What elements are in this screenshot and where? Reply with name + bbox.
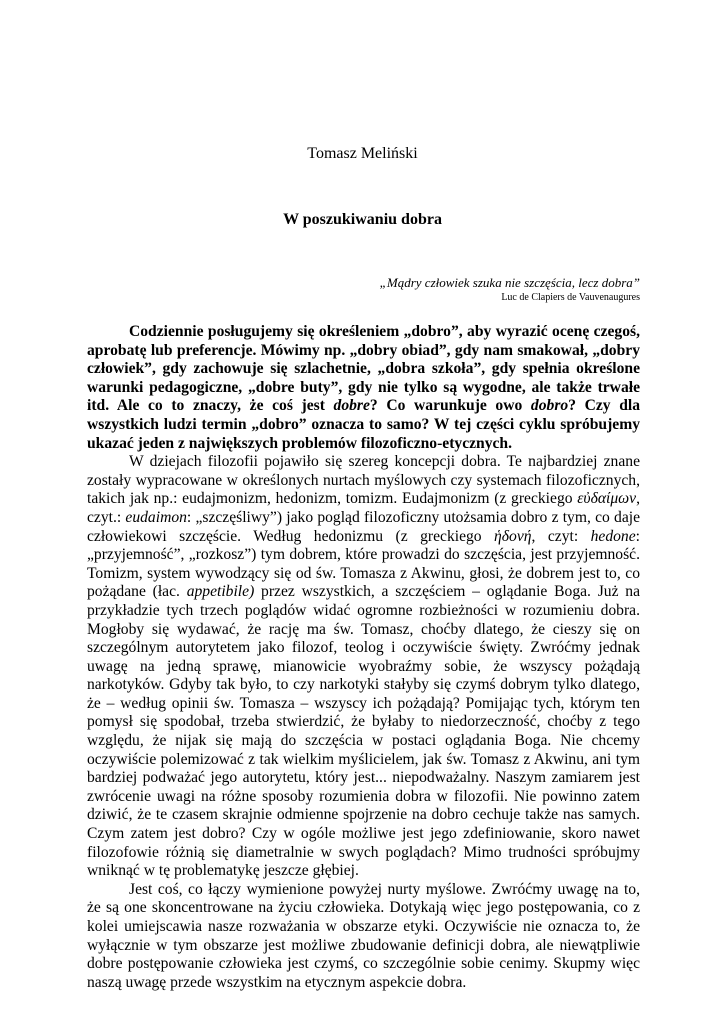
article-title: W poszukiwaniu dobra [283,211,442,228]
p2-term-appetibile: appetibile) [186,583,255,601]
intro-text-3: ? Czy dla wszystkich ludzi termin „dobro” oznacza to samo? W tej części cyklu spróbujemy ukazać jeden z największych problemów filozoficzno-etycznych. [87,397,641,452]
article-body [87,323,640,992]
p2-text-4: , czyt: [531,527,591,545]
p2-text-5: : „przyjemność”, „rozkosz”) tym dobrem, które prowadzi do szczęścia, jest przyjemność. Tomizm, system wywodzący się od św. Tomasza z Akwinu, głosi, że dobrem jest to, co pożądane (łac. [87,527,640,601]
p2-text-6: przez wszystkich, a szczęściem – oglądanie Boga. Już na przykładzie tych trzech poglądów widać ogromne rozbieżności w rozumieniu dobra. Mogłoby się wydawać, że rację ma św. Tomasz, choćby dlatego, że cieszy się on szczególnym autorytetem jako filozof, teolog i oczywiście święty. Zwróćmy jednak uwagę na jedną sprawę, mianowicie wyobraźmy sobie, że wszyscy pożądają narkotyków. Gdyby tak było, to czy narkotyki stałyby się czymś dobrym tylko dlatego, że – według opinii św. Tomasza – wszyscy ich pożądają? Pomijając tych, którym ten pomysł się spodobał, trzeba stwierdzić, że byłaby to niedorzeczność, choćby z tego względu, że nijak się mają do szczęścia w postaci oglądania Boga. Nie chcemy oczywiście polemizować z tak wielkim myślicielem, jak św. Tomasz z Akwinu, ani tym bardziej podważać jego autorytetu, który jest... niepodważalny. Naszym zamiarem jest zwrócenie uwagi na różne sposoby rozumienia dobra w filozofii. Nie powinno zatem dziwić, że te czasem skrajnie odmienne spojrzenie na dobro cechuje także nas samych. Czym zatem jest dobro? Czy w ogóle możliwe jest jego zdefiniowanie, skoro nawet filozofowie różnią się diametralnie w swych poglądach? Mimo trudności spróbujmy wniknąć w tę problematykę jeszcze głębiej. [87,583,640,880]
intro-emphasis-2: dobro [530,397,569,415]
epigraph-quote: „Mądry człowiek szuka nie szczęścia, lecz dobra” [379,275,640,290]
body-paragraph-3: Jest coś, co łączy wymienione powyżej nurty myślowe. Zwróćmy uwagę na to, że są one skoncentrowane na życiu człowieka. Dotykają więc jego postępowania, co z kolei umiejscawia nasze rozważania w obszarze etyki. Oczywiście nie oznacza to, że wyłącznie w tym obszarze jest możliwe zbudowanie definicji dobra, ale niewątpliwie dobre postępowanie człowieka jest czymś, co szczególnie sobie cenimy. Skupmy więc naszą uwagę przede wszystkim na etycznym aspekcie dobra. [87,880,640,991]
p2-text-1: W dziejach filozofii pojawiło się szereg koncepcji dobra. Te najbardziej znane zostały wypracowane w określonych nurtach myślowych czy systemach filozoficznych, takich jak np.: eudajmonizm, hedonizm, tomizm. Eudajmonizm (z greckiego [87,453,640,508]
p2-term-hedone: hedone [590,527,636,545]
p2-greek-2: ἡδονή [494,527,532,545]
p2-greek-1: εὐδαίμων [577,490,637,508]
p2-text-3: : „szczęśliwy”) jako pogląd filozoficzny utożsamia dobro z tym, co daje człowiekowi szczęście. Według hedonizmu (z greckiego [87,508,640,545]
intro-paragraph [87,323,640,453]
epigraph [380,275,640,304]
intro-emphasis-1: dobre [333,397,370,415]
p2-term-eudaimon: eudaimon [125,508,187,526]
author-name: Tomasz Meliński [307,145,418,162]
epigraph-source: Luc de Clapiers de Vauvenaugures [501,292,640,303]
intro-text-1: Codziennie posługujemy się określeniem „dobro”, aby wyrazić ocenę czegoś, aprobatę lub preferencje. Mówimy np. „dobry obiad”, gdy nam smakował, „dobry człowiek”, gdy zachowuje się szlachetnie, „dobra szkoła”, gdy spełnia określone warunki pedagogiczne, „dobre buty”, gdy nie tylko są wygodne, ale także trwałe itd. Ale co to znaczy, że coś jest [87,323,640,415]
body-paragraph-2 [87,453,640,881]
p2-text-2: , czyt.: [87,490,640,526]
intro-text-2: ? Co warunkuje owo [369,397,531,415]
